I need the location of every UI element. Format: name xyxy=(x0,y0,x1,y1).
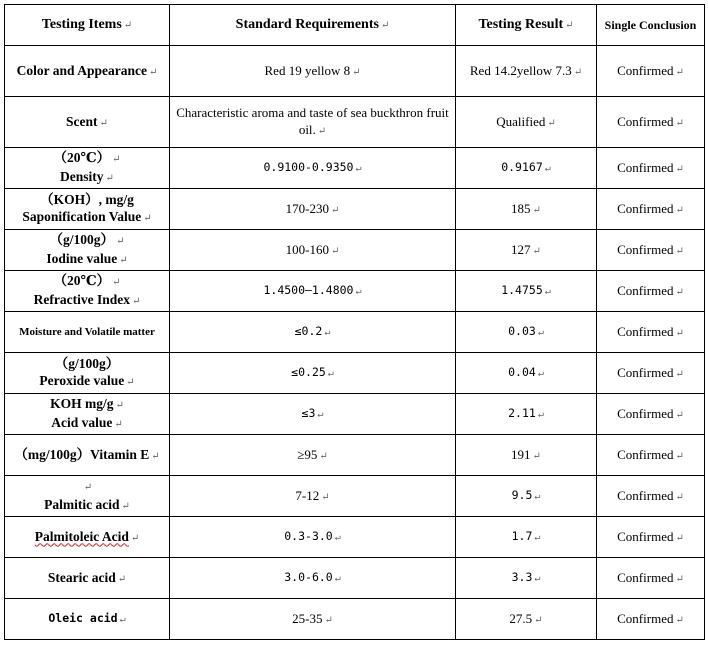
table-row xyxy=(5,599,705,640)
standard-cell: 100-160 ↵ xyxy=(170,230,456,271)
testing-item-cell: （mg/100g）Vitamin E ↵ xyxy=(5,435,170,476)
conclusion-cell: Confirmed ↵ xyxy=(597,517,705,558)
standard-cell: Red 19 yellow 8 ↵ xyxy=(170,46,456,97)
header-standard-requirements: Standard Requirements ↵ xyxy=(170,5,456,46)
result-cell: 1.4755 ↵ xyxy=(456,271,597,312)
table-row xyxy=(5,435,705,476)
table-row xyxy=(5,517,705,558)
spec-sheet xyxy=(4,4,705,640)
standard-cell: 3.0-6.0 ↵ xyxy=(170,558,456,599)
conclusion-cell: Confirmed ↵ xyxy=(597,271,705,312)
result-cell: 27.5 ↵ xyxy=(456,599,597,640)
standard-cell: 7-12 ↵ xyxy=(170,476,456,517)
table-row xyxy=(5,558,705,599)
standard-cell: ≥95 ↵ xyxy=(170,435,456,476)
conclusion-cell: Confirmed ↵ xyxy=(597,558,705,599)
testing-item-cell: Moisture and Volatile matter xyxy=(5,312,170,353)
header-testing-items: Testing Items ↵ xyxy=(5,5,170,46)
conclusion-cell: Confirmed ↵ xyxy=(597,230,705,271)
testing-item-cell: Palmitoleic Acid ↵ xyxy=(5,517,170,558)
testing-item-cell: Color and Appearance ↵ xyxy=(5,46,170,97)
result-cell: 1.7 ↵ xyxy=(456,517,597,558)
testing-item-cell: （KOH）, mg/g Saponification Value ↵ xyxy=(5,189,170,230)
conclusion-cell: Confirmed ↵ xyxy=(597,476,705,517)
table-row xyxy=(5,97,705,148)
standard-cell: 170-230 ↵ xyxy=(170,189,456,230)
testing-item-cell: KOH mg/g ↵ Acid value ↵ xyxy=(5,394,170,435)
table-row xyxy=(5,312,705,353)
testing-item-cell: Stearic acid ↵ xyxy=(5,558,170,599)
conclusion-cell: Confirmed ↵ xyxy=(597,353,705,394)
testing-item-cell: ↵ Palmitic acid ↵ xyxy=(5,476,170,517)
result-cell: 127 ↵ xyxy=(456,230,597,271)
testing-item-cell: Scent ↵ xyxy=(5,97,170,148)
testing-item-cell: （20℃） ↵ Refractive Index ↵ xyxy=(5,271,170,312)
standard-cell: ≤3 ↵ xyxy=(170,394,456,435)
table-row xyxy=(5,353,705,394)
table-row xyxy=(5,271,705,312)
header-testing-result: Testing Result ↵ xyxy=(456,5,597,46)
result-cell: Red 14.2yellow 7.3 ↵ xyxy=(456,46,597,97)
standard-cell: 25-35 ↵ xyxy=(170,599,456,640)
table-row xyxy=(5,46,705,97)
result-cell: 2.11 ↵ xyxy=(456,394,597,435)
table-row xyxy=(5,189,705,230)
conclusion-cell: Confirmed ↵ xyxy=(597,148,705,189)
conclusion-cell: Confirmed ↵ xyxy=(597,189,705,230)
conclusion-cell: Confirmed ↵ xyxy=(597,435,705,476)
conclusion-cell: Confirmed ↵ xyxy=(597,46,705,97)
testing-item-cell: （20℃） ↵ Density ↵ xyxy=(5,148,170,189)
result-cell: 191 ↵ xyxy=(456,435,597,476)
conclusion-cell: Confirmed ↵ xyxy=(597,97,705,148)
conclusion-cell: Confirmed ↵ xyxy=(597,394,705,435)
standard-cell: Characteristic aroma and taste of sea buckthron fruit oil. ↵ xyxy=(170,97,456,148)
standard-cell: 0.9100-0.9350 ↵ xyxy=(170,148,456,189)
standard-cell: ≤0.25 ↵ xyxy=(170,353,456,394)
result-cell: Qualified ↵ xyxy=(456,97,597,148)
testing-item-cell: Oleic acid ↵ xyxy=(5,599,170,640)
result-cell: 0.04 ↵ xyxy=(456,353,597,394)
conclusion-cell: Confirmed ↵ xyxy=(597,312,705,353)
testing-item-cell: （g/100g） Peroxide value ↵ xyxy=(5,353,170,394)
table-row xyxy=(5,394,705,435)
standard-cell: 0.3-3.0 ↵ xyxy=(170,517,456,558)
table-row xyxy=(5,476,705,517)
conclusion-cell: Confirmed ↵ xyxy=(597,599,705,640)
header-single-conclusion: Single Conclusion xyxy=(597,5,705,46)
result-cell: 0.9167 ↵ xyxy=(456,148,597,189)
table-row xyxy=(5,148,705,189)
result-cell: 3.3 ↵ xyxy=(456,558,597,599)
specification-table xyxy=(4,4,705,640)
standard-cell: 1.4500—1.4800 ↵ xyxy=(170,271,456,312)
table-row xyxy=(5,230,705,271)
result-cell: 0.03 ↵ xyxy=(456,312,597,353)
testing-item-cell: （g/100g） ↵ Iodine value ↵ xyxy=(5,230,170,271)
result-cell: 185 ↵ xyxy=(456,189,597,230)
standard-cell: ≤0.2 ↵ xyxy=(170,312,456,353)
header-row xyxy=(5,5,705,46)
result-cell: 9.5 ↵ xyxy=(456,476,597,517)
